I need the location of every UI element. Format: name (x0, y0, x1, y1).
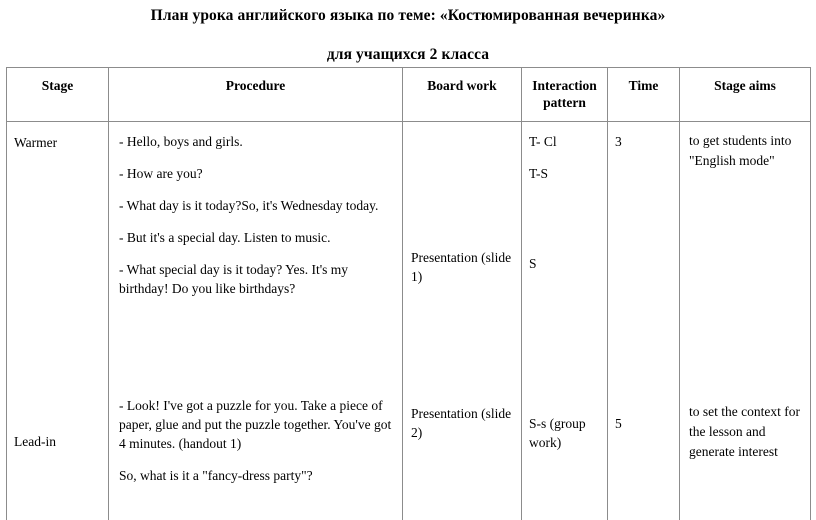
procedure-paragraph: - What special day is it today? Yes. It's my birthday! Do you like birthdays? (119, 262, 349, 296)
procedure-paragraph: - Hello, boys and girls. (119, 134, 243, 149)
time-value: 3 (615, 134, 622, 149)
column-header-board-work: Board work (403, 68, 522, 122)
title-line-1: План урока английского языка по теме: «Костюмированная вечеринка» (150, 7, 666, 24)
cell-board-work (403, 384, 522, 520)
stage-name: Warmer (14, 135, 58, 150)
document-title (0, 0, 816, 65)
interaction-pattern-text: S-s (group work) (529, 416, 586, 450)
cell-procedure (109, 384, 403, 520)
cell-interaction-pattern (522, 384, 608, 520)
column-header-stage: Stage (7, 68, 109, 122)
stage-aims-text: to set the context for the lesson and generate interest (689, 404, 800, 459)
procedure-text (119, 396, 396, 485)
board-work-text: Presentation (slide 2) (411, 406, 512, 440)
cell-stage (7, 384, 109, 520)
interaction-pattern-text: T-S (529, 166, 549, 181)
column-header-time: Time (608, 68, 680, 122)
procedure-paragraph: - Look! I've got a puzzle for you. Take a piece of paper, glue and put the puzzle together. You've got 4 minutes. (handout 1) (119, 398, 392, 451)
interaction-pattern-text: T- Cl (529, 134, 557, 149)
cell-stage-aims (680, 122, 811, 385)
procedure-paragraph: - But it's a special day. Listen to music. (119, 230, 331, 245)
column-header-stage-aims: Stage aims (680, 68, 811, 122)
procedure-paragraph: - How are you? (119, 166, 203, 181)
title-line-2: для учащихся 2 класса (326, 46, 490, 63)
cell-stage-aims (680, 384, 811, 520)
procedure-paragraph: So, what is it a "fancy-dress party"? (119, 468, 313, 483)
cell-interaction-pattern (522, 122, 608, 385)
stage-aims-text: to get students into "English mode" (689, 133, 792, 168)
cell-time (608, 384, 680, 520)
table-row (7, 384, 811, 520)
column-header-procedure: Procedure (109, 68, 403, 122)
time-value: 5 (615, 416, 622, 431)
cell-board-work (403, 122, 522, 385)
table-row (7, 122, 811, 385)
board-work-text: Presentation (slide 1) (411, 250, 512, 284)
column-header-interaction-pattern: Interaction pattern (522, 68, 608, 122)
cell-stage (7, 122, 109, 385)
procedure-text (119, 132, 396, 298)
stage-name: Lead-in (14, 434, 56, 449)
cell-procedure (109, 122, 403, 385)
lesson-plan-table (6, 67, 811, 520)
table-header-row (7, 68, 811, 122)
cell-time (608, 122, 680, 385)
interaction-pattern-text: S (529, 256, 537, 271)
procedure-paragraph: - What day is it today?So, it's Wednesday today. (119, 198, 379, 213)
